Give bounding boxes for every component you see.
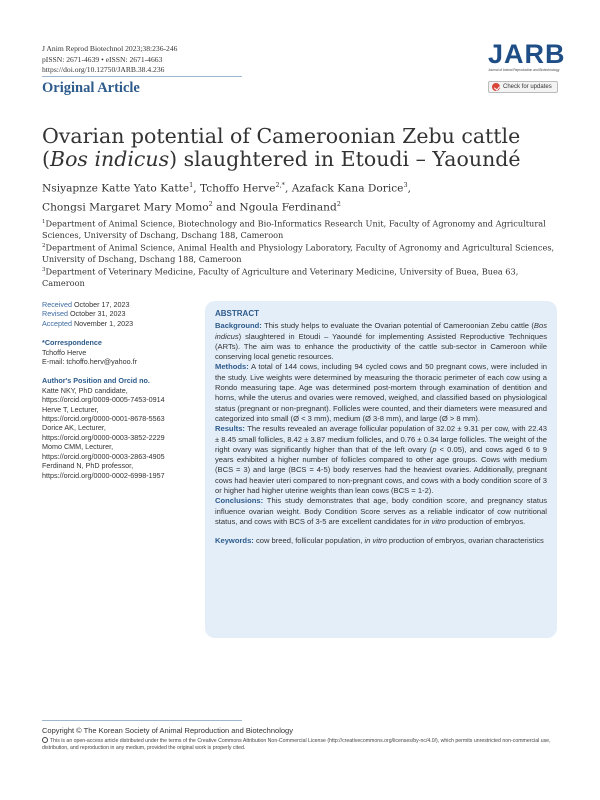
author-name: Nsiyapnze Katte Yato Katte xyxy=(42,182,190,195)
check-updates-button[interactable] xyxy=(488,81,558,93)
keywords-label: Keywords: xyxy=(215,536,254,546)
correspondence-heading xyxy=(42,338,197,347)
affiliation-text: Department of Veterinary Medicine, Faculty of Agriculture and Veterinary Medicine, University of Buea, Buea 63, Cameroon xyxy=(42,267,519,289)
methods-label: Methods: xyxy=(215,362,249,372)
orcid-line: Katte NKY, PhD candidate, xyxy=(42,385,128,395)
author-name: Ngoula Ferdinand xyxy=(239,201,337,214)
journal-doi[interactable]: https://doi.org/10.12750/JARB.38.4.236 xyxy=(42,65,165,74)
revised-label: Revised xyxy=(42,309,68,319)
affiliation-text: Department of Animal Science, Biotechnology and Bio-Informatics Research Unit, Faculty of Agronomy and Agricultural Sciences, University of Dschang, Dschang 188, Cameroon xyxy=(42,218,546,240)
check-updates-label: Check for updates xyxy=(503,84,552,90)
title-line-2: ) slaughtered in Etoudi – Yaoundé xyxy=(169,147,521,171)
affiliation-item xyxy=(42,241,557,265)
affiliation-sup: 3 xyxy=(42,267,46,274)
author-affil-sup: 1 xyxy=(189,181,194,189)
abstract-results xyxy=(215,424,547,496)
title-paren: ( xyxy=(42,147,50,171)
conclusions-italic: in vitro xyxy=(423,516,446,526)
author-list xyxy=(42,178,562,215)
keywords-text-2: production of embryos, ovarian characteristics xyxy=(386,536,544,546)
article-title xyxy=(42,125,562,171)
correspondence-name: Tchoffo Herve xyxy=(42,347,87,357)
accepted-label: Accepted xyxy=(42,318,72,328)
author-sep: , xyxy=(407,182,411,195)
journal-logo xyxy=(488,39,566,72)
license-notice xyxy=(42,737,562,752)
keywords-italic: in vitro xyxy=(364,536,387,546)
title-line-1: Ovarian potential of Cameroonian Zebu cattle xyxy=(42,124,521,148)
logo-text: JARB xyxy=(488,39,566,69)
orcid-line: Ferdinand N, PhD professor, xyxy=(42,461,134,471)
background-text-2: ) slaughtered in Etoudi – Yaoundé for implementing Assisted Reproductive Techniques (ARTs). The aim was to enhance the productivity of the cattle sub-sector in Cameroon while conserving local genetic resources. xyxy=(215,331,547,362)
orcid-line: Herve T, Lecturer, xyxy=(42,404,99,414)
affiliation-text: Department of Animal Science, Animal Health and Physiology Laboratory, Faculty of Agronomy and Agricultural Sciences, University of Dschang, Dschang 188, Cameroon xyxy=(42,242,555,265)
background-italic: Bos indicus xyxy=(215,321,547,341)
author-affil-sup: 3 xyxy=(403,181,408,189)
correspondence-heading-text: Correspondence xyxy=(44,338,102,348)
affiliation-sup: 1 xyxy=(42,219,46,225)
header-divider xyxy=(42,76,242,77)
author-affil-sup: 2,* xyxy=(275,181,285,189)
conclusions-text-2: production of embryos. xyxy=(445,516,526,526)
revised-value: October 31, 2023 xyxy=(69,309,126,319)
affiliation-sup: 2 xyxy=(42,243,46,250)
copyright-notice: Copyright © The Korean Society of Animal Reproduction and Biotechnology xyxy=(42,726,293,735)
affiliation-item xyxy=(42,265,557,289)
orcid-link[interactable]: https://orcid.org/0000-0001-8678-5563 xyxy=(42,414,165,424)
background-label: Background: xyxy=(215,321,262,331)
received-label: Received xyxy=(42,300,72,309)
abstract-heading: ABSTRACT xyxy=(215,309,259,318)
results-label: Results: xyxy=(215,424,245,434)
orcid-line: Momo CMM, Lecturer, xyxy=(42,442,114,452)
journal-citation: J Anim Reprod Biotechnol 2023;38:236-246 xyxy=(42,44,178,53)
abstract-methods xyxy=(215,362,547,424)
author-name: Chongsi Margaret Mary Momo xyxy=(42,201,209,214)
author-sep: , xyxy=(193,182,200,195)
background-text: This study helps to evaluate the Ovarian potential of Cameroonian Zebu cattle ( xyxy=(261,321,534,331)
journal-meta xyxy=(42,44,177,76)
affiliations xyxy=(42,217,557,289)
affiliation-item xyxy=(42,217,557,241)
orcid-link[interactable]: https://orcid.org/0000-0002-6998-1957 xyxy=(42,470,165,480)
results-italic: p xyxy=(432,444,437,454)
orcid-link[interactable]: https://orcid.org/0000-0003-3852-2229 xyxy=(42,432,165,442)
accepted-value: November 1, 2023 xyxy=(73,318,134,328)
footer-divider xyxy=(42,720,242,721)
check-updates-icon xyxy=(492,83,500,91)
methods-text: A total of 144 cows, including 94 cycled cows and 50 pregnant cows, were included in the study. Live weights were determined by measuring the thoracic perimeter of each cow using a Rondo measuring tape. Age was determined post-mortem through examination of dentition and horns, while the uterus and ovaries were removed, weighed, and classified based on physiological status (pregnant or non-pregnant). Follicles were counted, and their diameters were measured and categorized into small (Ø < 3 mm), medium (Ø 3-8 mm), and large (Ø > 8 mm). xyxy=(215,362,547,423)
received-value: October 17, 2023 xyxy=(73,300,130,309)
license-text: This is an open-access article distributed under the terms of the Creative Commons Attribution Non-Commercial License (http://creativecommons.org/licenses/by-nc/4.0/), which permits unrestricted non-commercial use, distribution, and reproduction in any medium, provided the original work is properly cited. xyxy=(42,738,551,751)
logo-subtitle: Journal of Animal Reproduction and Biotechnology xyxy=(488,68,560,72)
keywords-text: cow breed, follicular population, xyxy=(253,536,365,546)
orcid-link[interactable]: https://orcid.org/0000-0003-2863-4905 xyxy=(42,451,165,461)
title-species: Bos indicus xyxy=(50,147,170,171)
author-affil-sup: 2 xyxy=(336,199,341,208)
received-date xyxy=(42,300,197,309)
author-name: Tchoffo Herve xyxy=(200,182,276,195)
creative-commons-icon xyxy=(42,737,48,743)
correspondence-email[interactable]: E-mail: tchoffo.herv@yahoo.fr xyxy=(42,357,138,367)
abstract-background xyxy=(215,321,547,362)
revised-date xyxy=(42,309,197,318)
article-type: Original Article xyxy=(42,80,140,96)
abstract-conclusions xyxy=(215,496,547,527)
orcid-link[interactable]: https://orcid.org/0009-0005-7453-0914 xyxy=(42,395,165,405)
accepted-date xyxy=(42,319,197,328)
orcid-line: Dorice AK, Lecturer, xyxy=(42,423,106,433)
results-text: The results revealed an average follicular population of 32.02 ± 9.31 per cow, with 22.43 ± 8.45 small follicles, 8.42 ± 3.87 medium follicles, and 0.76 ± 0.34 large follicles. The weight of the right ovary was significantly higher than that of the left ovary ( xyxy=(215,424,547,454)
journal-issn: pISSN: 2671-4639 • eISSN: 2671-4663 xyxy=(42,54,163,64)
asterisk-icon: * xyxy=(42,338,45,348)
author-affil-sup: 2 xyxy=(208,199,213,208)
article-info-sidebar xyxy=(42,300,197,480)
conclusions-text: This study demonstrates that age, body condition score, and pregnancy status influence ovarian weight. Body Condition Score serves as a reliable indicator of cow nutritional status, and cows with BCS of 3-5 are excellent candidates for xyxy=(215,496,547,526)
author-name: Azafack Kana Dorice xyxy=(291,182,404,195)
orcid-heading: Author's Position and Orcid no. xyxy=(42,376,150,386)
abstract-keywords xyxy=(215,536,547,546)
conclusions-label: Conclusions: xyxy=(215,496,264,506)
results-text-2: < 0.05), and cows aged 6 to 9 years exhibited a higher number of follicles compared to other age groups. Cows with medium (BCS = 3) and large (BCS = 4-5) body reserves had the heaviest ovaries. Additionally, pregnant cows had heavier uteri compared to non-pregnant cows, and cows with a body condition score of 3 or higher had higher uterine weights than lean cows (BCS = 1-2). xyxy=(215,444,547,496)
author-sep: and xyxy=(212,201,240,214)
abstract-box xyxy=(205,301,557,638)
author-sep: , xyxy=(284,182,292,195)
